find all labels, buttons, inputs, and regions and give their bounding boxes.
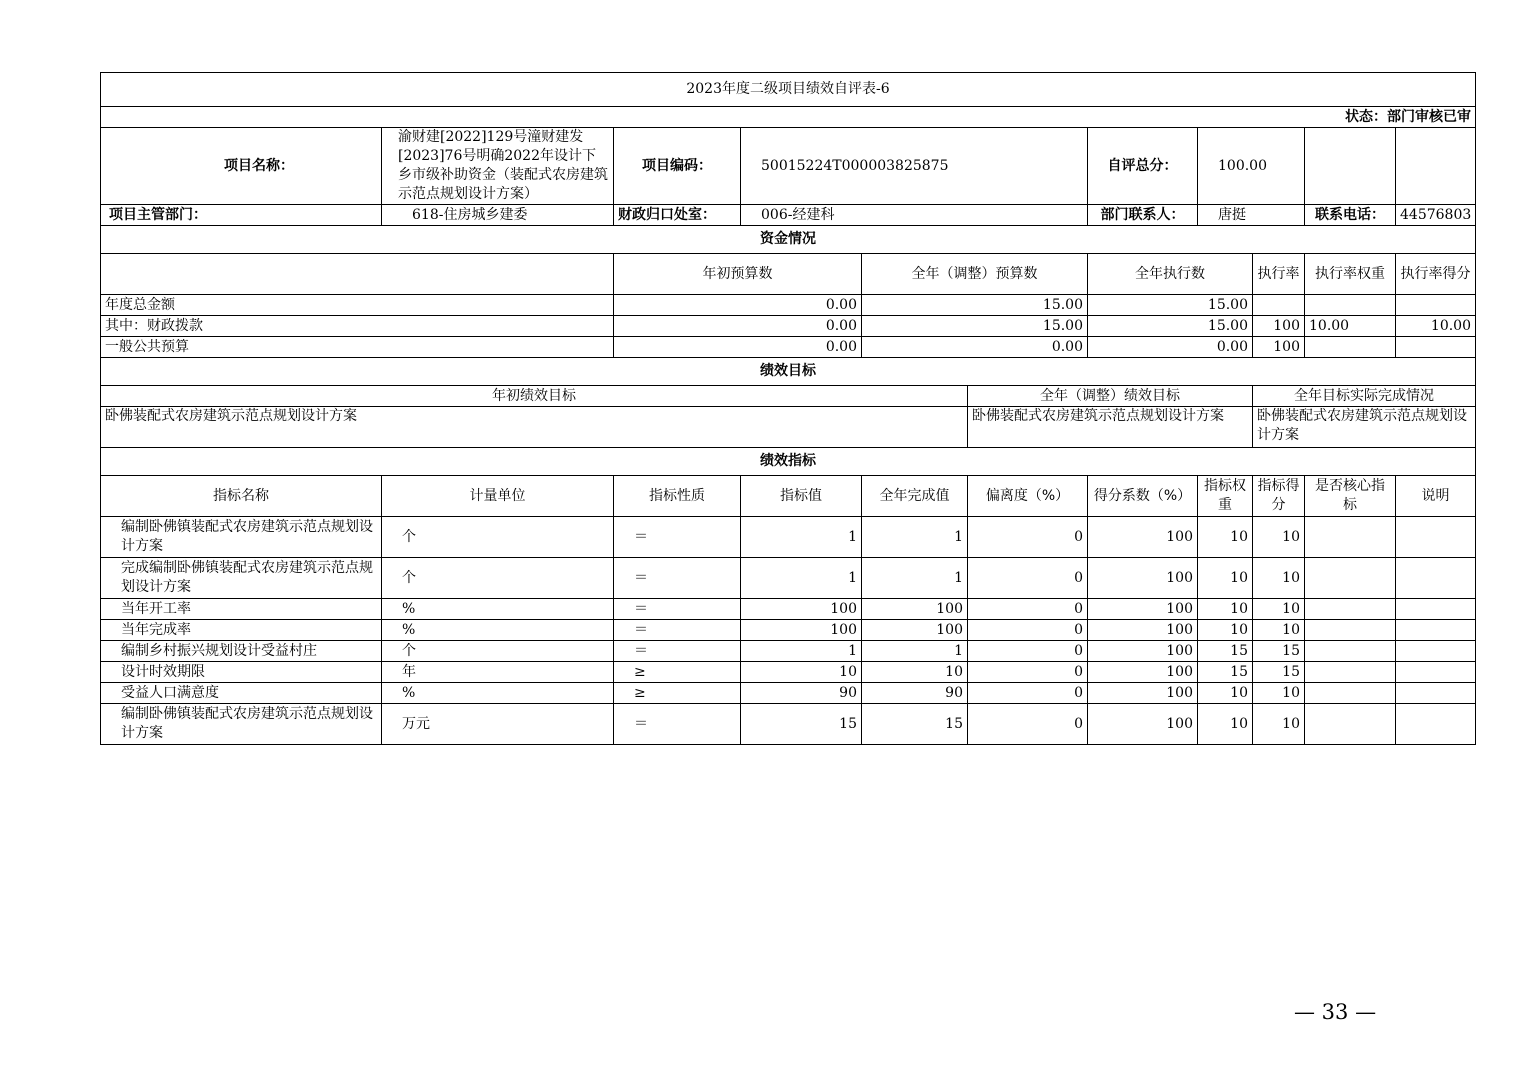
ind-score: 10: [1253, 517, 1305, 558]
ind-coef: 100: [1088, 704, 1198, 745]
finance-office-label: 财政归口处室：: [614, 205, 741, 226]
contact-label: 部门联系人：: [1088, 205, 1198, 226]
ind-nature: ＝: [614, 641, 741, 662]
ind-header-name: 指标名称: [101, 476, 382, 517]
ind-deviation: 0: [968, 558, 1088, 599]
funds-row-score: [1396, 337, 1476, 358]
ind-score: 10: [1253, 620, 1305, 641]
evaluation-table: [100, 72, 1476, 745]
ind-coef: 100: [1088, 599, 1198, 620]
ind-weight: 15: [1198, 641, 1253, 662]
funds-row: [101, 337, 1476, 358]
funds-header-rate: 执行率: [1253, 254, 1305, 295]
ind-note: [1396, 558, 1476, 599]
ind-name: 完成编制卧佛镇装配式农房建筑示范点规划设计方案: [101, 558, 382, 599]
goals-section-title: 绩效目标: [101, 358, 1476, 386]
funds-row-adjusted: 15.00: [862, 316, 1088, 337]
ind-core: [1305, 620, 1396, 641]
ind-coef: 100: [1088, 641, 1198, 662]
ind-nature: ≥: [614, 683, 741, 704]
ind-unit: %: [382, 683, 614, 704]
funds-row-weight: [1305, 337, 1396, 358]
ind-weight: 10: [1198, 620, 1253, 641]
ind-deviation: 0: [968, 641, 1088, 662]
ind-name: 当年开工率: [101, 599, 382, 620]
ind-core: [1305, 704, 1396, 745]
ind-deviation: 0: [968, 662, 1088, 683]
ind-nature: ＝: [614, 620, 741, 641]
ind-header-nature: 指标性质: [614, 476, 741, 517]
ind-target: 1: [741, 517, 862, 558]
indicator-row: [101, 683, 1476, 704]
project-name-label: 项目名称：: [101, 128, 382, 205]
ind-core: [1305, 599, 1396, 620]
ind-unit: %: [382, 620, 614, 641]
project-name-value: 渝财建[2022]129号潼财建发[2023]76号明确2022年设计下乡市级补助资金（装配式农房建筑示范点规划设计方案）: [382, 128, 614, 205]
empty-cell: [1396, 128, 1476, 205]
ind-note: [1396, 599, 1476, 620]
ind-name: 受益人口满意度: [101, 683, 382, 704]
ind-name: 编制卧佛镇装配式农房建筑示范点规划设计方案: [101, 704, 382, 745]
ind-score: 15: [1253, 662, 1305, 683]
ind-target: 1: [741, 558, 862, 599]
indicator-row: [101, 620, 1476, 641]
ind-deviation: 0: [968, 517, 1088, 558]
ind-unit: 年: [382, 662, 614, 683]
ind-score: 10: [1253, 704, 1305, 745]
funds-row: [101, 316, 1476, 337]
dept-value: 618-住房城乡建委: [382, 205, 614, 226]
funds-header-empty: [101, 254, 614, 295]
page-title: 2023年度二级项目绩效自评表-6: [101, 73, 1476, 107]
funds-header-initial: 年初预算数: [614, 254, 862, 295]
ind-done: 1: [862, 517, 968, 558]
funds-section-title: 资金情况: [101, 226, 1476, 254]
ind-header-weight: 指标权重: [1198, 476, 1253, 517]
funds-row-weight: [1305, 295, 1396, 316]
finance-office-value: 006-经建科: [741, 205, 1088, 226]
funds-row-weight: 10.00: [1305, 316, 1396, 337]
ind-nature: ＝: [614, 558, 741, 599]
dept-label: 项目主管部门：: [101, 205, 382, 226]
ind-score: 10: [1253, 683, 1305, 704]
funds-header-score: 执行率得分: [1396, 254, 1476, 295]
ind-core: [1305, 558, 1396, 599]
ind-coef: 100: [1088, 517, 1198, 558]
phone-label: 联系电话：: [1305, 205, 1396, 226]
ind-note: [1396, 704, 1476, 745]
ind-coef: 100: [1088, 558, 1198, 599]
funds-row-initial: 0.00: [614, 295, 862, 316]
empty-cell: [1305, 128, 1396, 205]
funds-row-name: 其中：财政拨款: [101, 316, 614, 337]
ind-name: 当年完成率: [101, 620, 382, 641]
goals-header-initial: 年初绩效目标: [101, 386, 968, 407]
ind-weight: 10: [1198, 558, 1253, 599]
ind-header-done: 全年完成值: [862, 476, 968, 517]
ind-weight: 15: [1198, 662, 1253, 683]
ind-done: 1: [862, 641, 968, 662]
funds-row-score: 10.00: [1396, 316, 1476, 337]
funds-row-adjusted: 0.00: [862, 337, 1088, 358]
funds-header-adjusted: 全年（调整）预算数: [862, 254, 1088, 295]
ind-score: 10: [1253, 599, 1305, 620]
ind-nature: ＝: [614, 704, 741, 745]
goals-header-adjusted: 全年（调整）绩效目标: [968, 386, 1253, 407]
ind-weight: 10: [1198, 704, 1253, 745]
goal-actual: 卧佛装配式农房建筑示范点规划设计方案: [1253, 407, 1476, 448]
ind-unit: %: [382, 599, 614, 620]
funds-row-rate: [1253, 295, 1305, 316]
indicator-row: [101, 704, 1476, 745]
ind-note: [1396, 620, 1476, 641]
ind-nature: ≥: [614, 662, 741, 683]
page-number: — 33 —: [1294, 1000, 1377, 1024]
phone-value: 44576803: [1396, 205, 1476, 226]
project-code-label: 项目编码：: [614, 128, 741, 205]
ind-header-coef: 得分系数（%）: [1088, 476, 1198, 517]
ind-header-unit: 计量单位: [382, 476, 614, 517]
indicator-row: [101, 599, 1476, 620]
ind-target: 10: [741, 662, 862, 683]
ind-core: [1305, 683, 1396, 704]
ind-header-core: 是否核心指标: [1305, 476, 1396, 517]
indicator-row: [101, 662, 1476, 683]
self-score-value: 100.00: [1198, 128, 1305, 205]
project-code-value: 50015224T000003825875: [741, 128, 1088, 205]
ind-done: 90: [862, 683, 968, 704]
ind-target: 100: [741, 599, 862, 620]
funds-row-initial: 0.00: [614, 316, 862, 337]
ind-note: [1396, 662, 1476, 683]
ind-score: 15: [1253, 641, 1305, 662]
funds-row-initial: 0.00: [614, 337, 862, 358]
funds-row-name: 一般公共预算: [101, 337, 614, 358]
ind-nature: ＝: [614, 599, 741, 620]
funds-row-executed: 0.00: [1088, 337, 1253, 358]
ind-deviation: 0: [968, 704, 1088, 745]
funds-row-adjusted: 15.00: [862, 295, 1088, 316]
funds-row: [101, 295, 1476, 316]
funds-row-rate: 100: [1253, 337, 1305, 358]
ind-header-score: 指标得分: [1253, 476, 1305, 517]
ind-unit: 万元: [382, 704, 614, 745]
indicator-row: [101, 558, 1476, 599]
ind-note: [1396, 641, 1476, 662]
ind-name: 编制卧佛镇装配式农房建筑示范点规划设计方案: [101, 517, 382, 558]
ind-done: 100: [862, 620, 968, 641]
funds-header-executed: 全年执行数: [1088, 254, 1253, 295]
ind-header-note: 说明: [1396, 476, 1476, 517]
ind-coef: 100: [1088, 620, 1198, 641]
funds-row-executed: 15.00: [1088, 316, 1253, 337]
ind-target: 90: [741, 683, 862, 704]
ind-target: 1: [741, 641, 862, 662]
ind-note: [1396, 517, 1476, 558]
ind-coef: 100: [1088, 662, 1198, 683]
ind-target: 15: [741, 704, 862, 745]
ind-core: [1305, 517, 1396, 558]
contact-value: 唐挺: [1198, 205, 1305, 226]
ind-name: 编制乡村振兴规划设计受益村庄: [101, 641, 382, 662]
goals-header-actual: 全年目标实际完成情况: [1253, 386, 1476, 407]
indicator-row: [101, 641, 1476, 662]
funds-row-executed: 15.00: [1088, 295, 1253, 316]
ind-done: 1: [862, 558, 968, 599]
ind-deviation: 0: [968, 620, 1088, 641]
ind-done: 10: [862, 662, 968, 683]
funds-header-weight: 执行率权重: [1305, 254, 1396, 295]
ind-name: 设计时效期限: [101, 662, 382, 683]
funds-row-name: 年度总金额: [101, 295, 614, 316]
goal-initial: 卧佛装配式农房建筑示范点规划设计方案: [101, 407, 968, 448]
ind-deviation: 0: [968, 683, 1088, 704]
ind-core: [1305, 662, 1396, 683]
ind-coef: 100: [1088, 683, 1198, 704]
ind-score: 10: [1253, 558, 1305, 599]
ind-done: 15: [862, 704, 968, 745]
ind-note: [1396, 683, 1476, 704]
ind-weight: 10: [1198, 599, 1253, 620]
ind-unit: 个: [382, 517, 614, 558]
ind-unit: 个: [382, 558, 614, 599]
indicators-section-title: 绩效指标: [101, 448, 1476, 476]
funds-row-score: [1396, 295, 1476, 316]
self-score-label: 自评总分：: [1088, 128, 1198, 205]
ind-weight: 10: [1198, 517, 1253, 558]
ind-target: 100: [741, 620, 862, 641]
ind-header-deviation: 偏离度（%）: [968, 476, 1088, 517]
indicator-row: [101, 517, 1476, 558]
status-label: 状态：部门审核已审: [101, 107, 1476, 128]
funds-row-rate: 100: [1253, 316, 1305, 337]
ind-deviation: 0: [968, 599, 1088, 620]
goal-adjusted: 卧佛装配式农房建筑示范点规划设计方案: [968, 407, 1253, 448]
ind-unit: 个: [382, 641, 614, 662]
ind-header-target: 指标值: [741, 476, 862, 517]
ind-core: [1305, 641, 1396, 662]
ind-weight: 10: [1198, 683, 1253, 704]
ind-nature: ＝: [614, 517, 741, 558]
ind-done: 100: [862, 599, 968, 620]
